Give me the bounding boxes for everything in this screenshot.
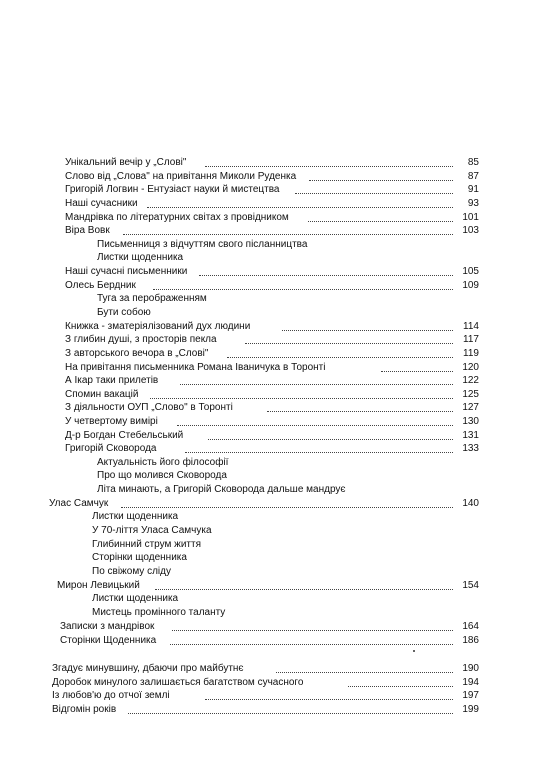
toc-entry-page: 197 — [462, 690, 479, 701]
toc-entry-title: Мандрівка по літературних світах з провідником — [65, 212, 289, 223]
toc-entry-title: Д-р Богдан Стебельський — [65, 430, 184, 441]
toc-entry-page: 190 — [462, 663, 479, 674]
toc-entry-page: 109 — [462, 280, 479, 291]
dot-leader — [180, 371, 453, 385]
dot-leader — [295, 180, 453, 194]
toc-subentry: Про що молився Сковорода — [97, 470, 227, 481]
toc-subentry: У 70-ліття Уласа Самчука — [92, 525, 212, 536]
toc-entry-page: 87 — [467, 171, 479, 182]
dot-leader — [205, 153, 453, 167]
toc-entry — [65, 442, 479, 455]
toc-subentry: Письменниця з відчуттям свого післанництва — [97, 239, 308, 250]
dot-leader — [227, 344, 453, 358]
dot-leader — [123, 221, 453, 235]
toc-entry-title: Доробок минулого залишається багатством сучасного — [52, 677, 304, 688]
dot-leader — [177, 412, 453, 426]
toc-entry-page: 125 — [462, 389, 479, 400]
dot-leader — [282, 317, 453, 331]
toc-entry — [65, 224, 479, 237]
dot-leader — [199, 262, 453, 276]
toc-entry-title: Мирон Левицький — [57, 580, 140, 591]
toc-entry-page: 120 — [462, 362, 479, 373]
toc-subentry: Мистець промінного таланту — [92, 607, 226, 618]
toc-entry-page: 186 — [462, 635, 479, 646]
toc-entry-page: 140 — [462, 498, 479, 509]
toc-entry-title: Слово від „Слова" на привітання Миколи Руденка — [65, 171, 297, 182]
toc-entry-title: З діяльности ОУП „Слово" в Торонті — [65, 402, 233, 413]
dot-leader — [153, 276, 453, 290]
toc-subentry: Бути собою — [97, 307, 151, 318]
toc-entry-page: 130 — [462, 416, 479, 427]
toc-entry-page: 122 — [462, 375, 479, 386]
dot-leader — [172, 617, 453, 631]
toc-entry-title: Спомин вакацій — [65, 389, 139, 400]
toc-entry-title: Книжка - зматеріялізований дух людини — [65, 321, 251, 332]
toc-entry-page: 114 — [463, 321, 479, 332]
toc-subentry: Актуальність його філософії — [97, 457, 229, 468]
toc-entry-page: 164 — [462, 621, 479, 632]
toc-entry-page: 117 — [463, 334, 479, 345]
toc-entry-title: Віра Вовк — [65, 225, 110, 236]
toc-entry-page: 119 — [463, 348, 479, 359]
dot-leader — [121, 494, 453, 508]
toc-subentry: Листки щоденника — [92, 511, 179, 522]
dot-leader — [128, 700, 453, 714]
toc-entry-page: 127 — [462, 402, 479, 413]
toc-entry — [52, 703, 479, 716]
dot-leader — [348, 673, 453, 687]
toc-entry-page: 93 — [467, 198, 479, 209]
dot-leader — [170, 631, 453, 645]
dot-leader — [308, 208, 453, 222]
toc-entry-title: Унікальний вечір у „Слові" — [65, 157, 187, 168]
toc-entry-title: Записки з мандрівок — [60, 621, 155, 632]
toc-entry-page: 103 — [462, 225, 479, 236]
toc-entry-title: Улас Самчук — [49, 498, 109, 509]
toc-subentry: По свіжому сліду — [92, 566, 171, 577]
toc-entry-page: 199 — [462, 704, 479, 715]
stray-dot-mark — [413, 650, 415, 652]
toc-entry-page: 154 — [462, 580, 479, 591]
toc-entry-page: 85 — [467, 157, 479, 168]
dot-leader — [208, 426, 453, 440]
dot-leader — [185, 439, 453, 453]
toc-subentry: Листки щоденника — [92, 593, 179, 604]
dot-leader — [205, 686, 453, 700]
dot-leader — [276, 659, 453, 673]
dot-leader — [267, 398, 453, 412]
toc-entry-title: Згадує минувшину, дбаючи про майбутнє — [52, 663, 244, 674]
toc-entry-title: Сторінки Щоденника — [60, 635, 157, 646]
toc-subentry: Туга за перображенням — [97, 293, 207, 304]
toc-entry-page: 101 — [462, 212, 479, 223]
toc-entry-title: А Ікар таки прилетів — [65, 375, 159, 386]
toc-entry-title: Відгомін років — [52, 704, 117, 715]
dot-leader — [147, 194, 453, 208]
toc-entry-title: З глибин душі, з просторів пекла — [65, 334, 217, 345]
toc-entry-page: 133 — [462, 443, 479, 454]
dot-leader — [245, 330, 453, 344]
toc-entry-page: 194 — [462, 677, 479, 688]
dot-leader — [150, 385, 453, 399]
dot-leader — [155, 576, 453, 590]
toc-subentry: Літа минають, а Григорій Сковорода дальше мандрує — [97, 484, 346, 495]
toc-entry — [65, 279, 479, 292]
dot-leader — [309, 167, 453, 181]
toc-entry-title: Олесь Бердник — [65, 280, 136, 291]
toc-entry-title: Григорій Сковорода — [65, 443, 157, 454]
toc-entry-title: Із любов'ю до отчої землі — [52, 690, 170, 701]
toc-entry — [57, 579, 479, 592]
toc-entry-title: Наші сучасні письменники — [65, 266, 188, 277]
toc-subentry: Сторінки щоденника — [92, 552, 187, 563]
toc-entry-title: З авторського вечора в „Слові" — [65, 348, 209, 359]
toc-subentry: Листки щоденника — [97, 252, 184, 263]
toc-entry-title: Наші сучасники — [65, 198, 138, 209]
toc-entry-page: 105 — [462, 266, 479, 277]
toc-subentry: Глибинний струм життя — [92, 539, 202, 550]
toc-entry-page: 91 — [467, 184, 479, 195]
toc-entry — [60, 634, 479, 647]
toc-entry-title: Григорій Логвин - Ентузіаст науки й мистецтва — [65, 184, 280, 195]
toc-entry-title: На привітання письменника Романа Іваничука в Торонті — [65, 362, 326, 373]
toc-entry — [49, 497, 479, 510]
dot-leader — [381, 358, 453, 372]
toc-entry-page: 131 — [462, 430, 479, 441]
toc-entry-title: У четвертому вимірі — [65, 416, 158, 427]
